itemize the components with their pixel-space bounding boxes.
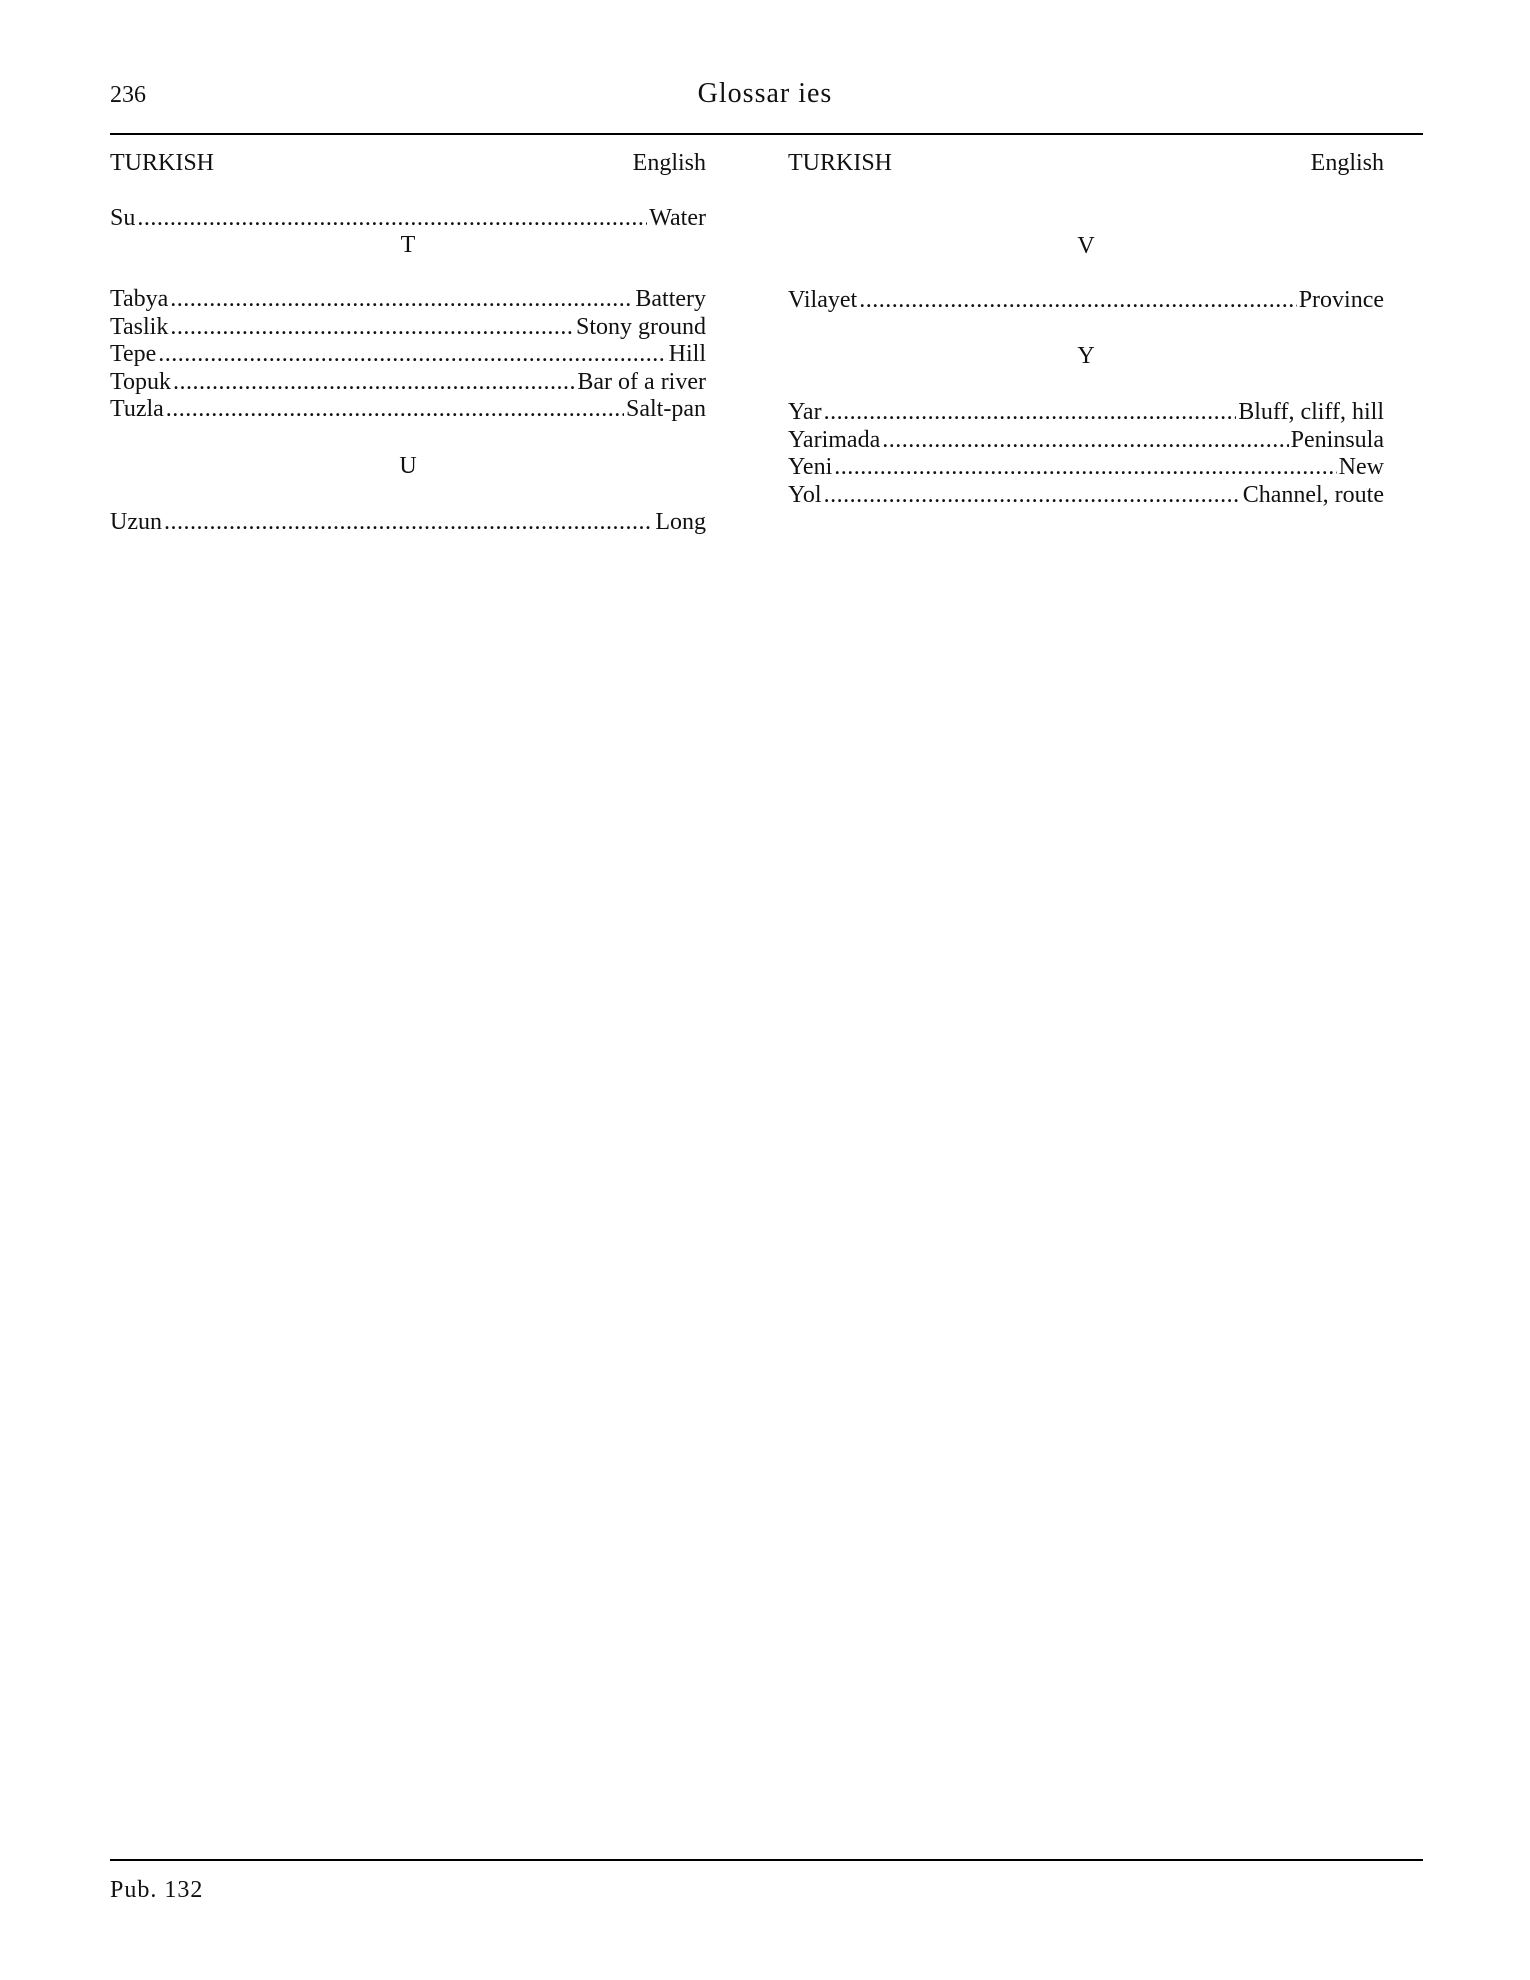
entry-meaning: Hill <box>668 341 706 367</box>
dot-leader <box>882 427 1288 455</box>
entry-meaning: Province <box>1298 286 1384 313</box>
entry-meaning: Battery <box>635 286 706 312</box>
entry-term: Yeni <box>788 454 833 480</box>
entry-meaning: Salt-pan <box>626 396 706 422</box>
publication-footer: Pub. 132 <box>110 1877 204 1903</box>
entry-term: Vilayet <box>788 286 858 313</box>
entry-term: Yar <box>788 399 822 425</box>
entry-meaning: Channel, route <box>1242 481 1384 508</box>
dot-leader <box>824 399 1237 427</box>
dot-leader <box>173 369 575 397</box>
section-letter: V <box>1077 232 1095 259</box>
dot-leader <box>170 314 574 342</box>
header-rule <box>110 133 1423 135</box>
column-header <box>788 150 1384 178</box>
dot-leader <box>824 482 1241 510</box>
entry-meaning: Bluff, cliff, hill <box>1238 399 1384 425</box>
glossary-entry <box>110 396 706 424</box>
column-header-source: TURKISH <box>110 150 215 176</box>
entry-meaning: Bar of a river <box>577 368 706 395</box>
glossary-entry <box>110 286 706 314</box>
glossary-entry <box>788 427 1384 455</box>
glossary-entry <box>110 314 706 342</box>
section-letter: Y <box>1077 343 1095 369</box>
column-header-source: TURKISH <box>788 150 893 176</box>
glossary-entry <box>788 287 1384 315</box>
column-header-target: English <box>632 150 706 176</box>
glossary-entry <box>110 369 706 397</box>
glossary-entry <box>788 482 1384 510</box>
entry-meaning: New <box>1338 454 1384 480</box>
entry-meaning: Long <box>655 508 706 535</box>
dot-leader <box>834 454 1336 482</box>
entry-meaning: Water <box>649 204 706 231</box>
entry-term: Tepe <box>110 341 157 367</box>
glossary-entry <box>788 399 1384 427</box>
entry-meaning: Stony ground <box>575 313 706 340</box>
entry-term: Yol <box>788 481 822 508</box>
dot-leader <box>170 286 633 314</box>
entry-meaning: Peninsula <box>1290 426 1384 453</box>
dot-leader <box>158 341 666 369</box>
entry-term: Taslik <box>110 313 169 340</box>
entry-term: Su <box>110 204 136 231</box>
glossary-column-left <box>110 150 706 536</box>
entry-term: Tabya <box>110 286 169 312</box>
glossary-entry <box>110 509 706 537</box>
entry-term: Uzun <box>110 508 162 535</box>
entry-term: Tuzla <box>110 396 164 422</box>
footer-rule <box>110 1859 1423 1861</box>
dot-leader <box>859 287 1296 315</box>
section-letter: T <box>400 232 416 258</box>
glossary-entry <box>788 454 1384 482</box>
dot-leader <box>137 205 647 233</box>
column-header <box>110 150 706 178</box>
page-title: Glossar ies <box>697 78 833 109</box>
glossary-entry <box>110 205 706 233</box>
glossary-column-right <box>788 150 1384 509</box>
entry-term: Yarimada <box>788 426 881 453</box>
section-letter: U <box>399 452 417 479</box>
dot-leader <box>166 396 624 424</box>
page-number: 236 <box>110 82 146 108</box>
glossary-entry <box>110 341 706 369</box>
column-header-target: English <box>1310 150 1384 176</box>
entry-term: Topuk <box>110 368 171 395</box>
dot-leader <box>164 509 653 537</box>
